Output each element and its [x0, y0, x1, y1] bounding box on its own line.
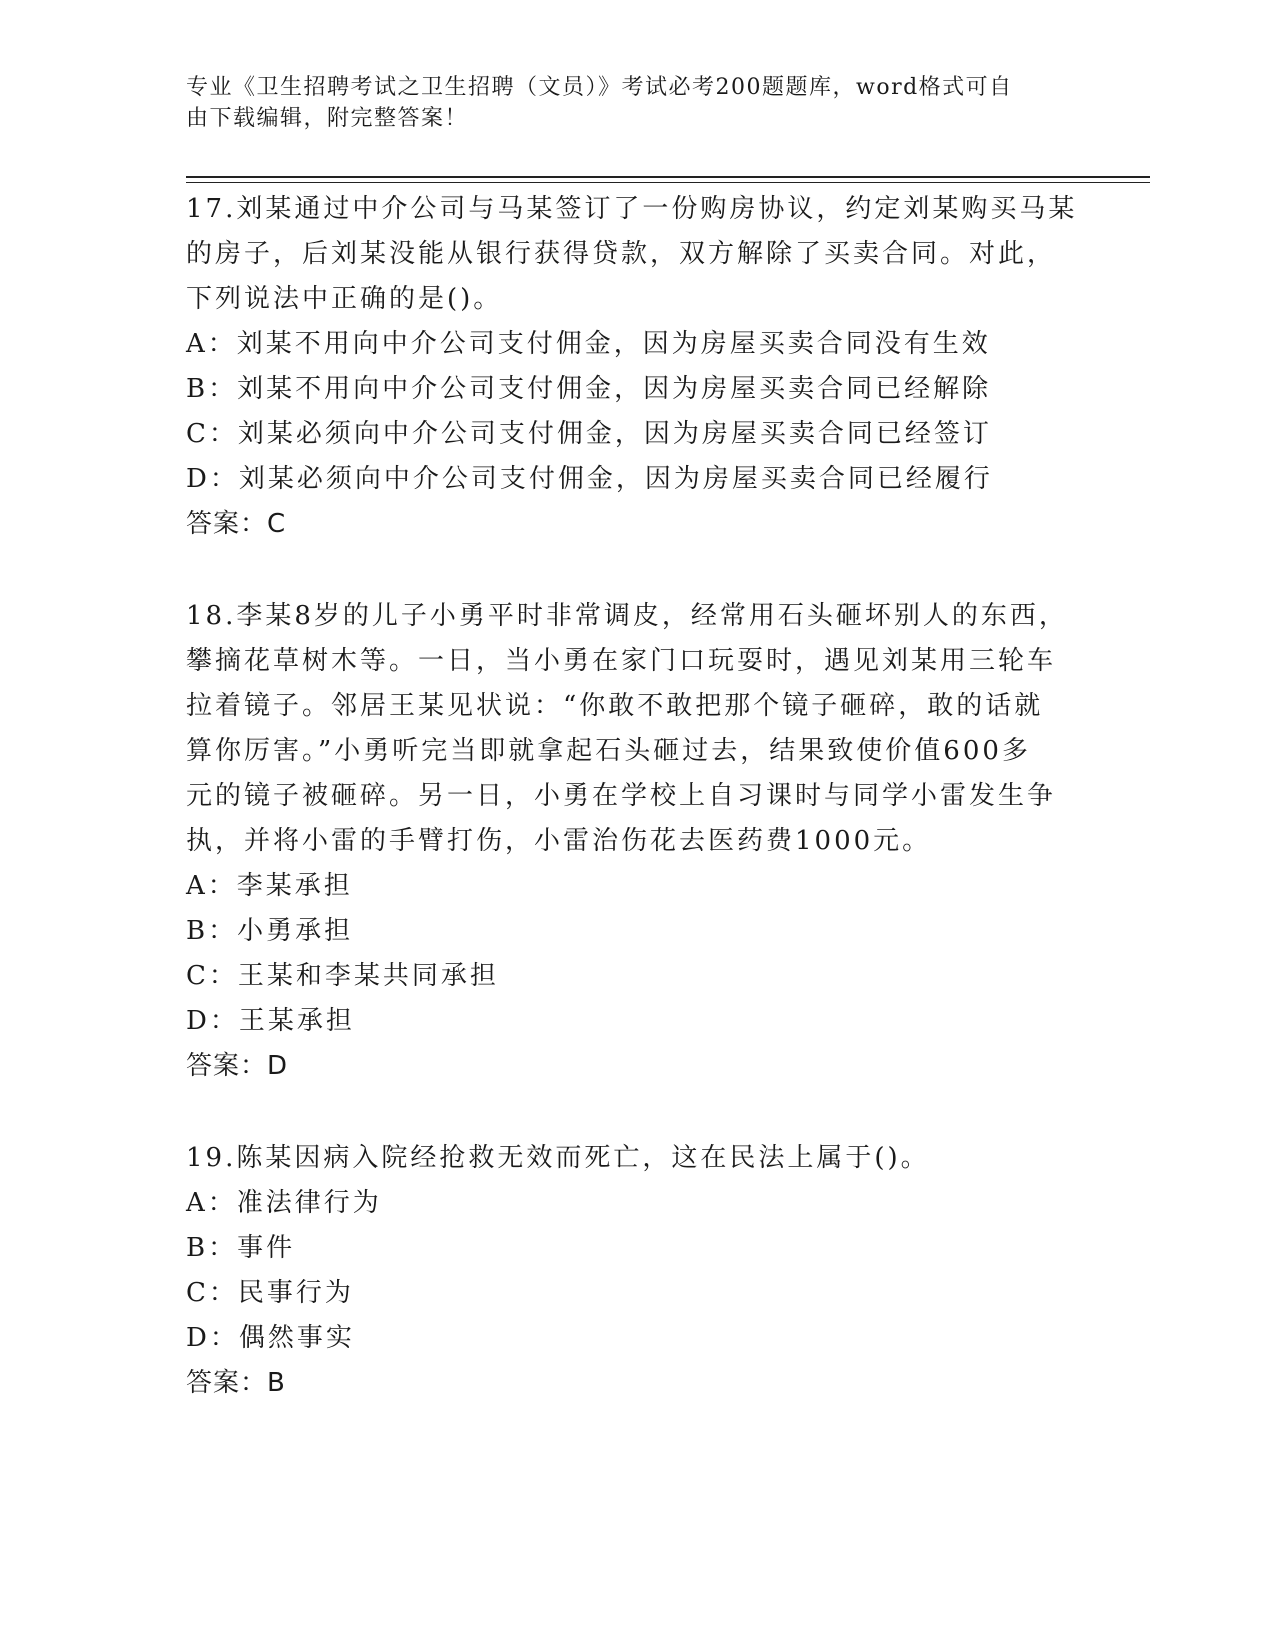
option-c: C：民事行为	[186, 1278, 354, 1308]
question-list	[186, 187, 1086, 1453]
question-stem-line: 算你厉害。”小勇听完当即就拿起石头砸过去，结果致使价值600多	[186, 736, 1031, 766]
option-c: C：刘某必须向中介公司支付佣金，因为房屋买卖合同已经签订	[186, 419, 992, 449]
answer-label: 答案：C	[186, 509, 287, 539]
question-stem-line: 的房子，后刘某没能从银行获得贷款，双方解除了买卖合同。对此，	[186, 239, 1057, 269]
question-18	[186, 594, 1086, 1089]
option-a: A：李某承担	[186, 871, 353, 901]
answer-label: 答案：D	[186, 1051, 289, 1081]
header-divider-thin	[186, 182, 1150, 183]
option-b: B：刘某不用向中介公司支付佣金，因为房屋买卖合同已经解除	[186, 374, 992, 404]
question-stem-line: 下列说法中正确的是()。	[186, 284, 503, 314]
option-a: A：刘某不用向中介公司支付佣金，因为房屋买卖合同没有生效	[186, 329, 991, 359]
question-stem-line: 18.李某8岁的儿子小勇平时非常调皮，经常用石头砸坏别人的东西，	[186, 601, 1068, 631]
question-stem-line: 攀摘花草树木等。一日，当小勇在家门口玩耍时，遇见刘某用三轮车	[186, 646, 1057, 676]
question-stem-line: 执，并将小雷的手臂打伤，小雷治伤花去医药费1000元。	[186, 826, 932, 856]
option-b: B：事件	[186, 1233, 296, 1263]
option-a: A：准法律行为	[186, 1188, 382, 1218]
question-stem-line: 19.陈某因病入院经抢救无效而死亡，这在民法上属于()。	[186, 1143, 930, 1173]
header-line-1: 专业《卫生招聘考试之卫生招聘（文员）》考试必考200题题库，word格式可自	[186, 75, 1013, 100]
header-divider-thick	[186, 176, 1150, 178]
question-19	[186, 1136, 1086, 1406]
option-d: D：王某承担	[186, 1006, 355, 1036]
option-c: C：王某和李某共同承担	[186, 961, 499, 991]
question-stem-line: 拉着镜子。邻居王某见状说：“你敢不敢把那个镜子砸碎，敢的话就	[186, 691, 1044, 721]
option-d: D：偶然事实	[186, 1323, 355, 1353]
answer-label: 答案：B	[186, 1368, 286, 1398]
option-b: B：小勇承担	[186, 916, 354, 946]
header-line-2: 由下载编辑，附完整答案！	[186, 106, 469, 131]
question-stem-line: 17.刘某通过中介公司与马某签订了一份购房协议，约定刘某购买马某	[186, 194, 1078, 224]
question-17	[186, 187, 1086, 547]
option-d: D：刘某必须向中介公司支付佣金，因为房屋买卖合同已经履行	[186, 464, 993, 494]
question-stem-line: 元的镜子被砸碎。另一日，小勇在学校上自习课时与同学小雷发生争	[186, 781, 1057, 811]
document-header	[186, 72, 1066, 134]
